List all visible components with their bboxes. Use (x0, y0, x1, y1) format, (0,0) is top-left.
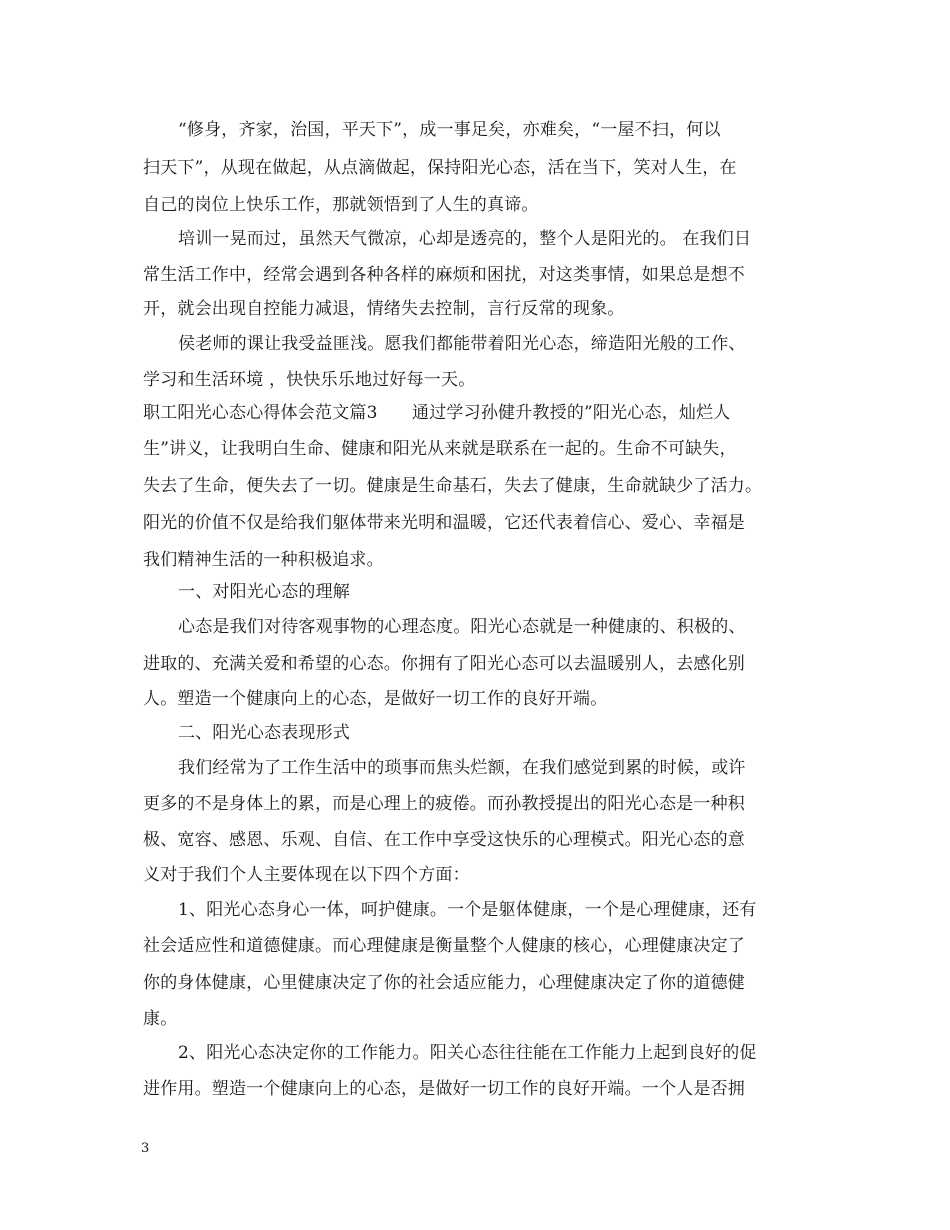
text-line: 更多的不是身体上的累，而是心理上的疲倦。而孙教授提出的阳光心态是一种积 (143, 794, 745, 814)
text-line: 康。 (143, 1009, 178, 1029)
text-line: 社会适应性和道德健康。而心理健康是衡量整个人健康的核心，心理健康决定了 (143, 936, 745, 956)
text-line: “修身，齐家，治国，平天下”，成一事足矣，亦难矣，“一屋不扫，何以 (178, 120, 721, 140)
text-line: 你的身体健康，心里健康决定了你的社会适应能力，心理健康决定了你的道德健 (143, 973, 745, 993)
subheading: 二、阳光心态表现形式 (178, 723, 350, 743)
text-line: 阳光的价值不仅是给我们躯体带来光明和温暖，它还代表着信心、爱心、幸福是 (143, 513, 745, 533)
text-line: 2、阳光心态决定你的工作能力。阳关心态往往能在工作能力上起到良好的促 (178, 1043, 757, 1063)
text-line: 扫天下”，从现在做起，从点滴做起，保持阳光心态，活在当下，笑对人生，在 (143, 158, 737, 178)
section-heading-line: 职工阳光心态心得体会范文篇3 通过学习孙健升教授的”阳光心态，灿烂人 (143, 403, 731, 423)
text-line: 生”讲义，让我明白生命、健康和阳光从来就是联系在一起的。生命不可缺失， (143, 439, 737, 459)
text-line: 人。塑造一个健康向上的心态，是做好一切工作的良好开端。 (143, 689, 608, 709)
text-line: 常生活工作中，经常会遇到各种各样的麻烦和困扰，对这类事情，如果总是想不 (143, 265, 745, 285)
text-line: 极、宽容、感恩、乐观、自信、在工作中享受这快乐的心理模式。阳光心态的意 (143, 830, 745, 850)
text-line: 自己的岗位上快乐工作，那就领悟到了人生的真谛。 (143, 195, 539, 215)
text-line: 进取的、充满关爱和希望的心态。你拥有了阳光心态可以去温暖别人，去感化别 (143, 654, 745, 674)
text-line: 失去了生命，便失去了一切。健康是生命基石，失去了健康，生命就缺少了活力。 (143, 476, 763, 496)
text-line: 心态是我们对待客观事物的心理态度。阳光心态就是一种健康的、积极的、 (178, 617, 746, 637)
text-line: 义对于我们个人主要体现在以下四个方面： (143, 865, 470, 885)
text-line: 侯老师的课让我受益匪浅。愿我们都能带着阳光心态，缔造阳光般的工作、 (178, 334, 746, 354)
text-line: 学习和生活环境 ，快快乐乐地过好每一天。 (143, 370, 476, 390)
text-line: 我们精神生活的一种积极追求。 (143, 550, 384, 570)
text-line: 进作用。塑造一个健康向上的心态，是做好一切工作的良好开端。一个人是否拥 (143, 1079, 745, 1099)
text-line: 我们经常为了工作生活中的琐事而焦头烂额，在我们感觉到累的时候，或许 (178, 758, 746, 778)
subheading: 一、对阳光心态的理解 (178, 582, 350, 602)
text-line: 培训一晃而过，虽然天气微凉，心却是透亮的，整个人是阳光的。 在我们日 (178, 229, 752, 249)
text-line: 开，就会出现自控能力减退，情绪失去控制，言行反常的现象。 (143, 299, 625, 319)
page-number: 3 (141, 1141, 150, 1156)
text-line: 1、阳光心态身心一体，呵护健康。一个是躯体健康，一个是心理健康，还有 (178, 900, 757, 920)
